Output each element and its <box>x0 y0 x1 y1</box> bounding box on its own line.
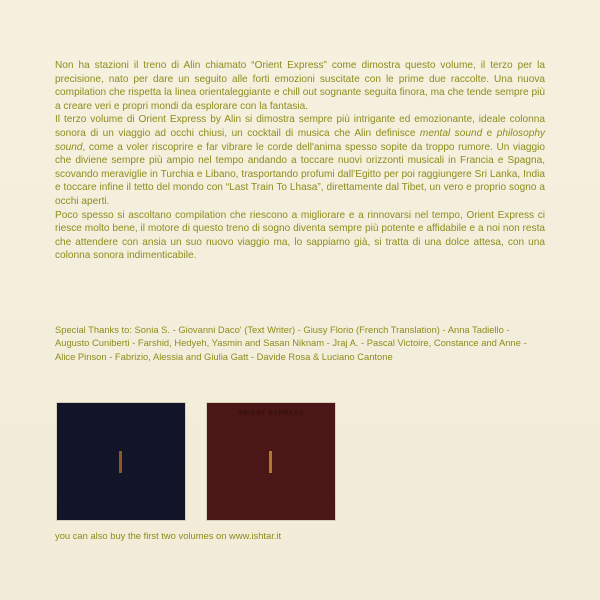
paragraph-2-and: e <box>482 127 497 139</box>
volume-two-cover-image <box>207 403 335 520</box>
purchase-note: you can also buy the first two volumes on www.ishtar.it <box>55 530 282 541</box>
volume-two-cover-title: ORIENT EXPRESS <box>237 411 305 417</box>
volume-one-cover-image <box>57 403 185 520</box>
philosophy-sound-term: philosophy sound <box>55 127 545 153</box>
paragraph-2-part-a: Il terzo volume di Orient Express by Alin si dimostra sempre più intrigante ed emozionante, ideale colonna sonora di un viaggio ad occhi chiusi, un cocktail di musica che Alin definisce <box>55 114 545 139</box>
cover-mark-icon <box>119 451 122 473</box>
cover-mark-icon <box>269 451 272 473</box>
paragraph-3: Poco spesso si ascoltano compilation che riescono a migliorare e a rinnovarsi nel tempo, Orient Express ci riesce molto bene, il motore di questo treno di sogno diventa sempre più potente e affidabile e a noi non resta che attendere con ansia un suo nuovo viaggio ma, lo sappiamo già, si tratta di una dolce attesa, con una colonna sonora indimenticabile. <box>55 209 545 262</box>
mental-sound-term: mental sound <box>419 127 483 139</box>
paragraph-1: Non ha stazioni il treno di Alin chiamato “Orient Express” come dimostra questo volume, il terzo per la precisione, nato per dare un seguito alle forti emozioni suscitate con le prime due raccolte. Una nuova compilation che rispetta la linea orientaleggiante e chill out sognante seguita finora, ma che tende sempre più a creare veri e propri mondi da esplorare con la fantasia. <box>55 60 545 112</box>
paragraph-2-part-b: , come a voler riscoprire e far vibrare le corde dell'anima spesso sopite da troppo rumore. Un viaggio che diviene sempre più ampio nel tempo andando a toccare nuovi orizzonti musicali in Francia e Spagna, scovando meraviglie in Turchia e Libano, trasportando profumi dall'Egitto per poi raggiungere Sri Lanka, India e toccare infine il tetto del mondo con “Last Train To Lhasa”, direttamente dal Tibet, un vero e proprio sogno a occhi aperti. <box>55 141 545 207</box>
liner-notes <box>55 59 545 263</box>
special-thanks: Special Thanks to: Sonia S. - Giovanni Daco' (Text Writer) - Giusy Florio (French Translation) - Anna Tadiello - Augusto Cuniberti - Farshid, Hedyeh, Yasmin and Sasan Niknam - Jraj A. - Pascal Victoire, Constance and Anne - Alice Pinson - Fabrizio, Alessia and Giulia Gatt - Davide Rosa & Luciano Cantone <box>55 324 527 362</box>
paragraph-2 <box>55 113 545 208</box>
